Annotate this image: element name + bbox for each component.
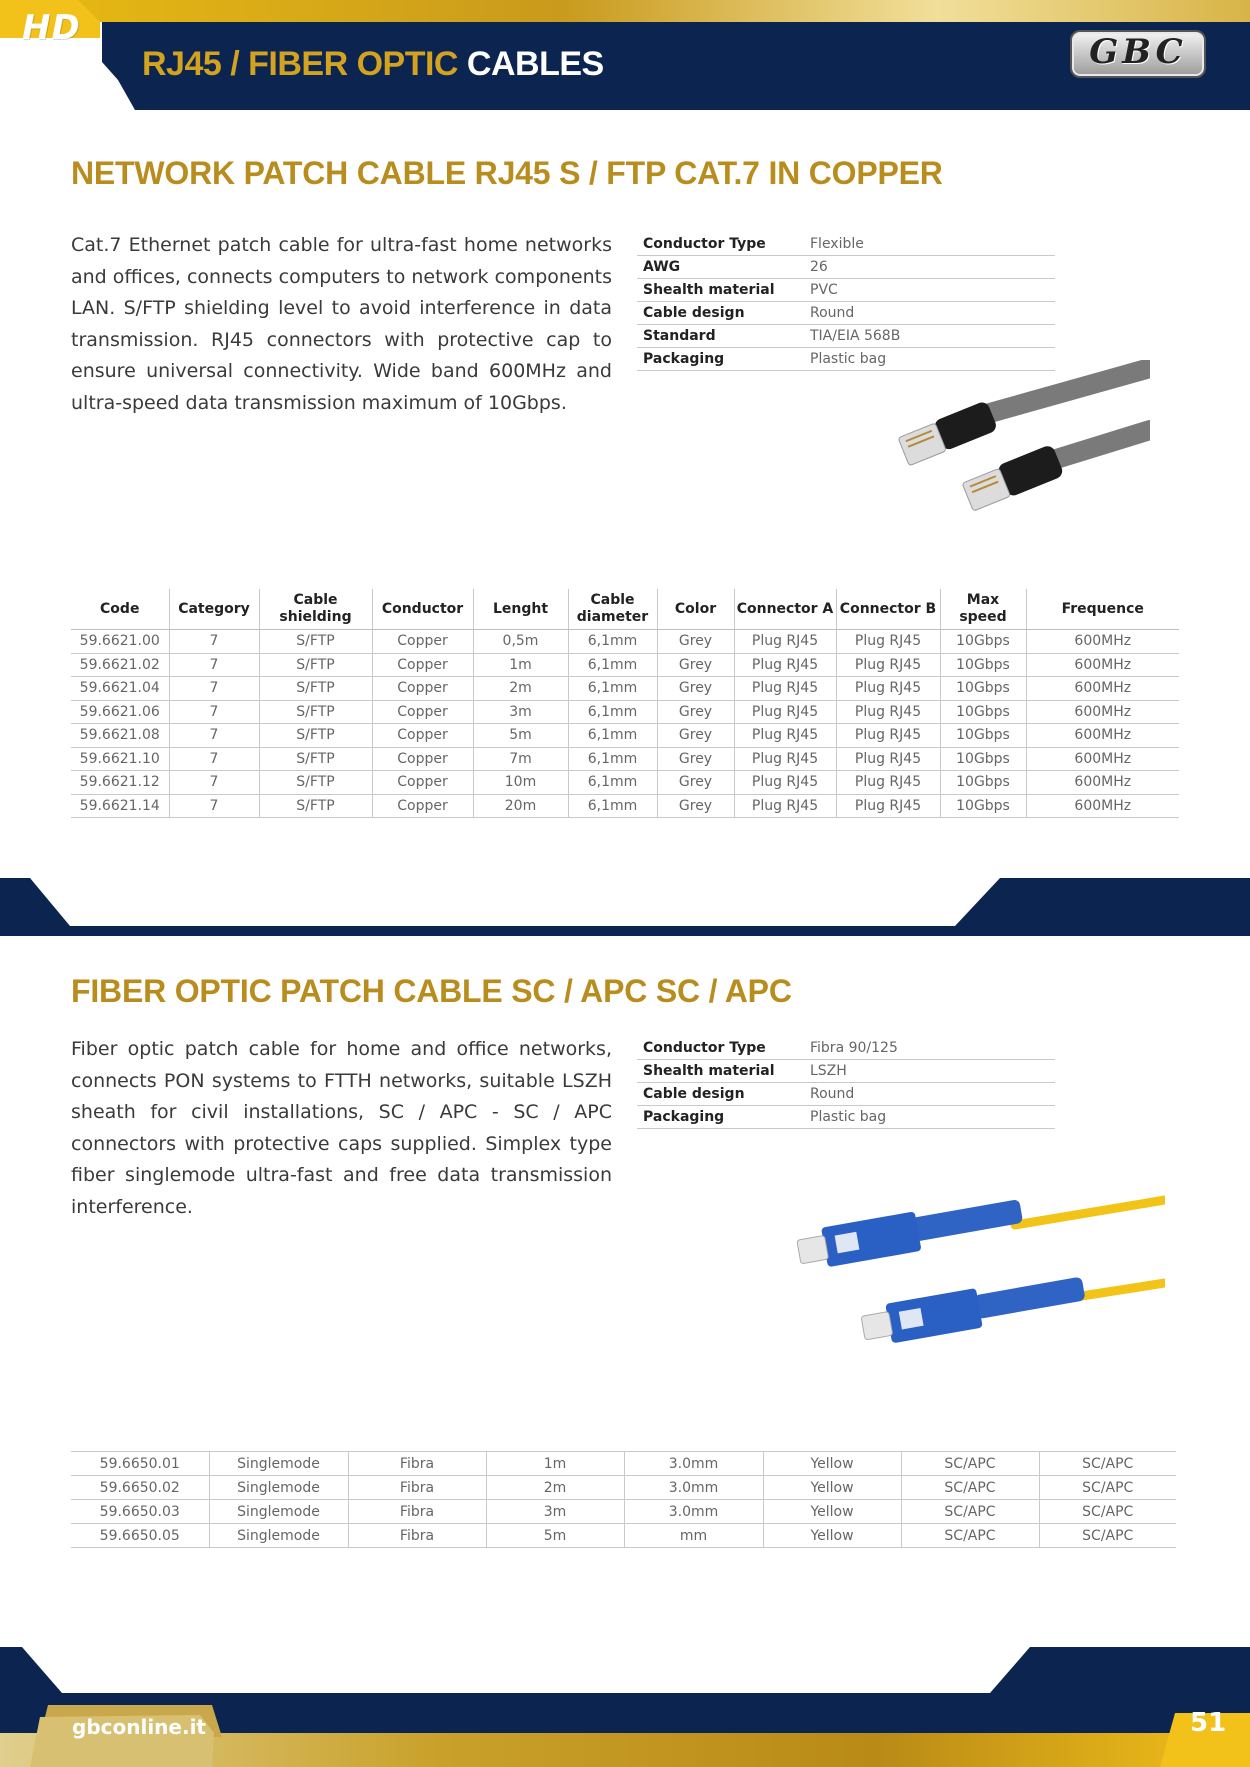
table-cell: 600MHz <box>1026 771 1179 795</box>
table-cell: Copper <box>372 700 473 724</box>
spec-row <box>637 279 1055 302</box>
table-cell: Singlemode <box>209 1500 348 1524</box>
footer-band <box>0 1647 1250 1767</box>
table-header-cell: Frequence <box>1026 589 1179 630</box>
table-cell: 10m <box>473 771 568 795</box>
table-row <box>71 1452 1176 1476</box>
table-header-cell: Category <box>169 589 259 630</box>
table-cell: Plug RJ45 <box>836 771 940 795</box>
section2-description: Fiber optic patch cable for home and office networks, connects PON systems to FTTH networks, suitable LSZH sheath for civil installations, SC / APC - SC / APC connectors with protective caps supplied. Simplex type fiber singlemode ultra-fast and free data transmission interference. <box>71 1038 612 1218</box>
spec-row <box>637 256 1055 279</box>
table-cell: Grey <box>657 724 734 748</box>
table-cell: Plug RJ45 <box>836 700 940 724</box>
section1-description: Cat.7 Ethernet patch cable for ultra-fast home networks and offices, connects computers to network components LAN. S/FTP shielding level to avoid interference in data transmission. RJ45 connectors with protective cap to ensure universal connectivity. Wide band 600MHz and ultra-speed data transmission maximum of 10Gbps. <box>71 234 612 414</box>
table-cell: 600MHz <box>1026 747 1179 771</box>
table-row <box>71 1524 1176 1548</box>
table-cell: 7 <box>169 630 259 654</box>
table-cell: 6,1mm <box>568 630 657 654</box>
table-cell: S/FTP <box>259 653 372 677</box>
table-cell: Plug RJ45 <box>734 677 836 701</box>
table-cell: 600MHz <box>1026 794 1179 818</box>
spec-key: Shealth material <box>637 1060 804 1083</box>
table-cell: 7 <box>169 724 259 748</box>
table-cell: Plug RJ45 <box>836 653 940 677</box>
table-cell: SC/APC <box>1039 1500 1176 1524</box>
table-cell: Copper <box>372 630 473 654</box>
table-cell: Plug RJ45 <box>836 747 940 771</box>
table-cell: 59.6650.02 <box>71 1476 209 1500</box>
table-cell: Fibra <box>348 1524 486 1548</box>
table-cell: Copper <box>372 724 473 748</box>
table-cell: 59.6650.05 <box>71 1524 209 1548</box>
table-cell: Plug RJ45 <box>734 771 836 795</box>
table-cell: 3.0mm <box>624 1452 763 1476</box>
spec-value: Round <box>804 1083 1055 1106</box>
table-cell: Copper <box>372 794 473 818</box>
table-cell: Yellow <box>763 1524 901 1548</box>
footer-website-link[interactable]: gbconline.it <box>72 1715 206 1739</box>
table-cell: Fibra <box>348 1500 486 1524</box>
table-cell: S/FTP <box>259 771 372 795</box>
section2-product-table <box>71 1451 1176 1548</box>
header-title <box>142 45 604 84</box>
table-cell: 7 <box>169 747 259 771</box>
spec-row <box>637 1037 1055 1060</box>
spec-key: Cable design <box>637 1083 804 1106</box>
spec-key: Conductor Type <box>637 1037 804 1060</box>
table-cell: SC/APC <box>1039 1476 1176 1500</box>
table-cell: 10Gbps <box>940 724 1026 748</box>
table-cell: 59.6650.01 <box>71 1452 209 1476</box>
table-cell: 10Gbps <box>940 630 1026 654</box>
table-header-row <box>71 589 1179 630</box>
table-cell: 59.6650.03 <box>71 1500 209 1524</box>
table-cell: Plug RJ45 <box>734 794 836 818</box>
section2-title: FIBER OPTIC PATCH CABLE SC / APC SC / APC <box>71 973 792 1009</box>
rj45-cable-image <box>880 360 1150 545</box>
table-cell: 600MHz <box>1026 677 1179 701</box>
table-cell: mm <box>624 1524 763 1548</box>
table-cell: 3.0mm <box>624 1500 763 1524</box>
table-cell: 7 <box>169 700 259 724</box>
table-cell: Plug RJ45 <box>734 724 836 748</box>
table-cell: S/FTP <box>259 700 372 724</box>
spec-key: Standard <box>637 325 804 348</box>
brand-logo-text: GBC <box>1089 32 1187 72</box>
table-cell: Grey <box>657 700 734 724</box>
table-cell: Copper <box>372 653 473 677</box>
table-cell: 59.6621.12 <box>71 771 169 795</box>
table-cell: 3m <box>473 700 568 724</box>
header-title-part2: CABLES <box>466 45 604 83</box>
table-cell: 3m <box>486 1500 624 1524</box>
table-cell: Plug RJ45 <box>734 747 836 771</box>
table-cell: S/FTP <box>259 747 372 771</box>
table-cell: Grey <box>657 677 734 701</box>
table-cell: 6,1mm <box>568 747 657 771</box>
spec-key: Packaging <box>637 1106 804 1129</box>
table-row <box>71 747 1179 771</box>
section1-product-table <box>71 589 1179 818</box>
spec-value: 26 <box>804 256 1055 279</box>
table-cell: 7 <box>169 653 259 677</box>
table-header-cell: Cable diameter <box>568 589 657 630</box>
table-cell: Plug RJ45 <box>734 653 836 677</box>
spec-value: Fibra 90/125 <box>804 1037 1055 1060</box>
table-header-cell: Max speed <box>940 589 1026 630</box>
table-cell: 7 <box>169 677 259 701</box>
table-cell: 5m <box>486 1524 624 1548</box>
table-cell: 59.6621.08 <box>71 724 169 748</box>
spec-row <box>637 1106 1055 1129</box>
table-cell: Singlemode <box>209 1524 348 1548</box>
spec-value: Plastic bag <box>804 1106 1055 1129</box>
table-row <box>71 630 1179 654</box>
table-cell: Singlemode <box>209 1452 348 1476</box>
table-cell: 2m <box>473 677 568 701</box>
table-cell: Yellow <box>763 1476 901 1500</box>
table-cell: 5m <box>473 724 568 748</box>
table-cell: S/FTP <box>259 677 372 701</box>
spec-key: Cable design <box>637 302 804 325</box>
spec-value: PVC <box>804 279 1055 302</box>
table-cell: 6,1mm <box>568 677 657 701</box>
spec-row <box>637 1083 1055 1106</box>
table-cell: 10Gbps <box>940 653 1026 677</box>
spec-row <box>637 233 1055 256</box>
table-cell: 6,1mm <box>568 653 657 677</box>
spec-value: Flexible <box>804 233 1055 256</box>
table-cell: 10Gbps <box>940 747 1026 771</box>
spec-row <box>637 325 1055 348</box>
spec-row <box>637 1060 1055 1083</box>
table-cell: Plug RJ45 <box>836 794 940 818</box>
table-header-cell: Connector B <box>836 589 940 630</box>
table-cell: 6,1mm <box>568 700 657 724</box>
spec-key: AWG <box>637 256 804 279</box>
spec-value: Round <box>804 302 1055 325</box>
table-cell: 7 <box>169 794 259 818</box>
table-cell: S/FTP <box>259 724 372 748</box>
table-header-cell: Code <box>71 589 169 630</box>
table-row <box>71 653 1179 677</box>
table-cell: 600MHz <box>1026 724 1179 748</box>
table-cell: SC/APC <box>901 1452 1039 1476</box>
fiber-cable-image <box>785 1185 1165 1365</box>
table-cell: 59.6621.04 <box>71 677 169 701</box>
table-header-cell: Connector A <box>734 589 836 630</box>
table-cell: 600MHz <box>1026 630 1179 654</box>
table-cell: Fibra <box>348 1452 486 1476</box>
table-cell: 7 <box>169 771 259 795</box>
table-cell: 20m <box>473 794 568 818</box>
table-cell: 59.6621.00 <box>71 630 169 654</box>
table-cell: 6,1mm <box>568 771 657 795</box>
header-title-part1: RJ45 / FIBER OPTIC <box>142 45 458 83</box>
table-header-cell: Conductor <box>372 589 473 630</box>
table-cell: 7m <box>473 747 568 771</box>
table-header-cell: Color <box>657 589 734 630</box>
table-cell: Yellow <box>763 1500 901 1524</box>
table-cell: 59.6621.02 <box>71 653 169 677</box>
table-cell: 1m <box>486 1452 624 1476</box>
section2-spec-table <box>637 1037 1055 1129</box>
table-cell: 0,5m <box>473 630 568 654</box>
table-cell: SC/APC <box>901 1476 1039 1500</box>
table-cell: 3.0mm <box>624 1476 763 1500</box>
table-cell: 6,1mm <box>568 794 657 818</box>
table-cell: Grey <box>657 771 734 795</box>
table-cell: 59.6621.06 <box>71 700 169 724</box>
table-cell: Grey <box>657 747 734 771</box>
table-cell: S/FTP <box>259 630 372 654</box>
table-cell: Plug RJ45 <box>836 677 940 701</box>
section1-title: NETWORK PATCH CABLE RJ45 S / FTP CAT.7 IN COPPER <box>71 155 943 191</box>
hd-logo: HD <box>22 8 81 48</box>
table-cell: 2m <box>486 1476 624 1500</box>
table-cell: 59.6621.10 <box>71 747 169 771</box>
table-cell: S/FTP <box>259 794 372 818</box>
section1-spec-table <box>637 233 1055 371</box>
spec-value: Plastic bag <box>804 348 1055 371</box>
table-cell: Plug RJ45 <box>836 630 940 654</box>
spec-key: Shealth material <box>637 279 804 302</box>
spec-row <box>637 302 1055 325</box>
table-cell: 10Gbps <box>940 677 1026 701</box>
page-number: 51 <box>1190 1708 1227 1738</box>
table-header-cell: Lenght <box>473 589 568 630</box>
brand-logo <box>1070 30 1206 78</box>
table-row <box>71 1476 1176 1500</box>
table-cell: Copper <box>372 747 473 771</box>
table-header-cell: Cable shielding <box>259 589 372 630</box>
table-cell: 10Gbps <box>940 794 1026 818</box>
table-row <box>71 677 1179 701</box>
table-cell: SC/APC <box>1039 1524 1176 1548</box>
table-cell: SC/APC <box>901 1500 1039 1524</box>
table-cell: Plug RJ45 <box>836 724 940 748</box>
table-cell: SC/APC <box>901 1524 1039 1548</box>
table-cell: Grey <box>657 630 734 654</box>
table-cell: 59.6621.14 <box>71 794 169 818</box>
table-cell: Plug RJ45 <box>734 700 836 724</box>
table-cell: SC/APC <box>1039 1452 1176 1476</box>
spec-value: LSZH <box>804 1060 1055 1083</box>
table-cell: Fibra <box>348 1476 486 1500</box>
table-row <box>71 700 1179 724</box>
table-cell: 10Gbps <box>940 771 1026 795</box>
section-divider-band <box>0 878 1250 936</box>
table-cell: Grey <box>657 653 734 677</box>
table-cell: 600MHz <box>1026 700 1179 724</box>
table-cell: 600MHz <box>1026 653 1179 677</box>
table-row <box>71 724 1179 748</box>
spec-value: TIA/EIA 568B <box>804 325 1055 348</box>
table-cell: 10Gbps <box>940 700 1026 724</box>
table-row <box>71 1500 1176 1524</box>
table-cell: Singlemode <box>209 1476 348 1500</box>
table-cell: Grey <box>657 794 734 818</box>
table-cell: Copper <box>372 771 473 795</box>
spec-key: Conductor Type <box>637 233 804 256</box>
table-cell: 6,1mm <box>568 724 657 748</box>
table-row <box>71 771 1179 795</box>
table-cell: Plug RJ45 <box>734 630 836 654</box>
table-cell: Copper <box>372 677 473 701</box>
table-cell: 1m <box>473 653 568 677</box>
table-cell: Yellow <box>763 1452 901 1476</box>
table-row <box>71 794 1179 818</box>
spec-key: Packaging <box>637 348 804 371</box>
